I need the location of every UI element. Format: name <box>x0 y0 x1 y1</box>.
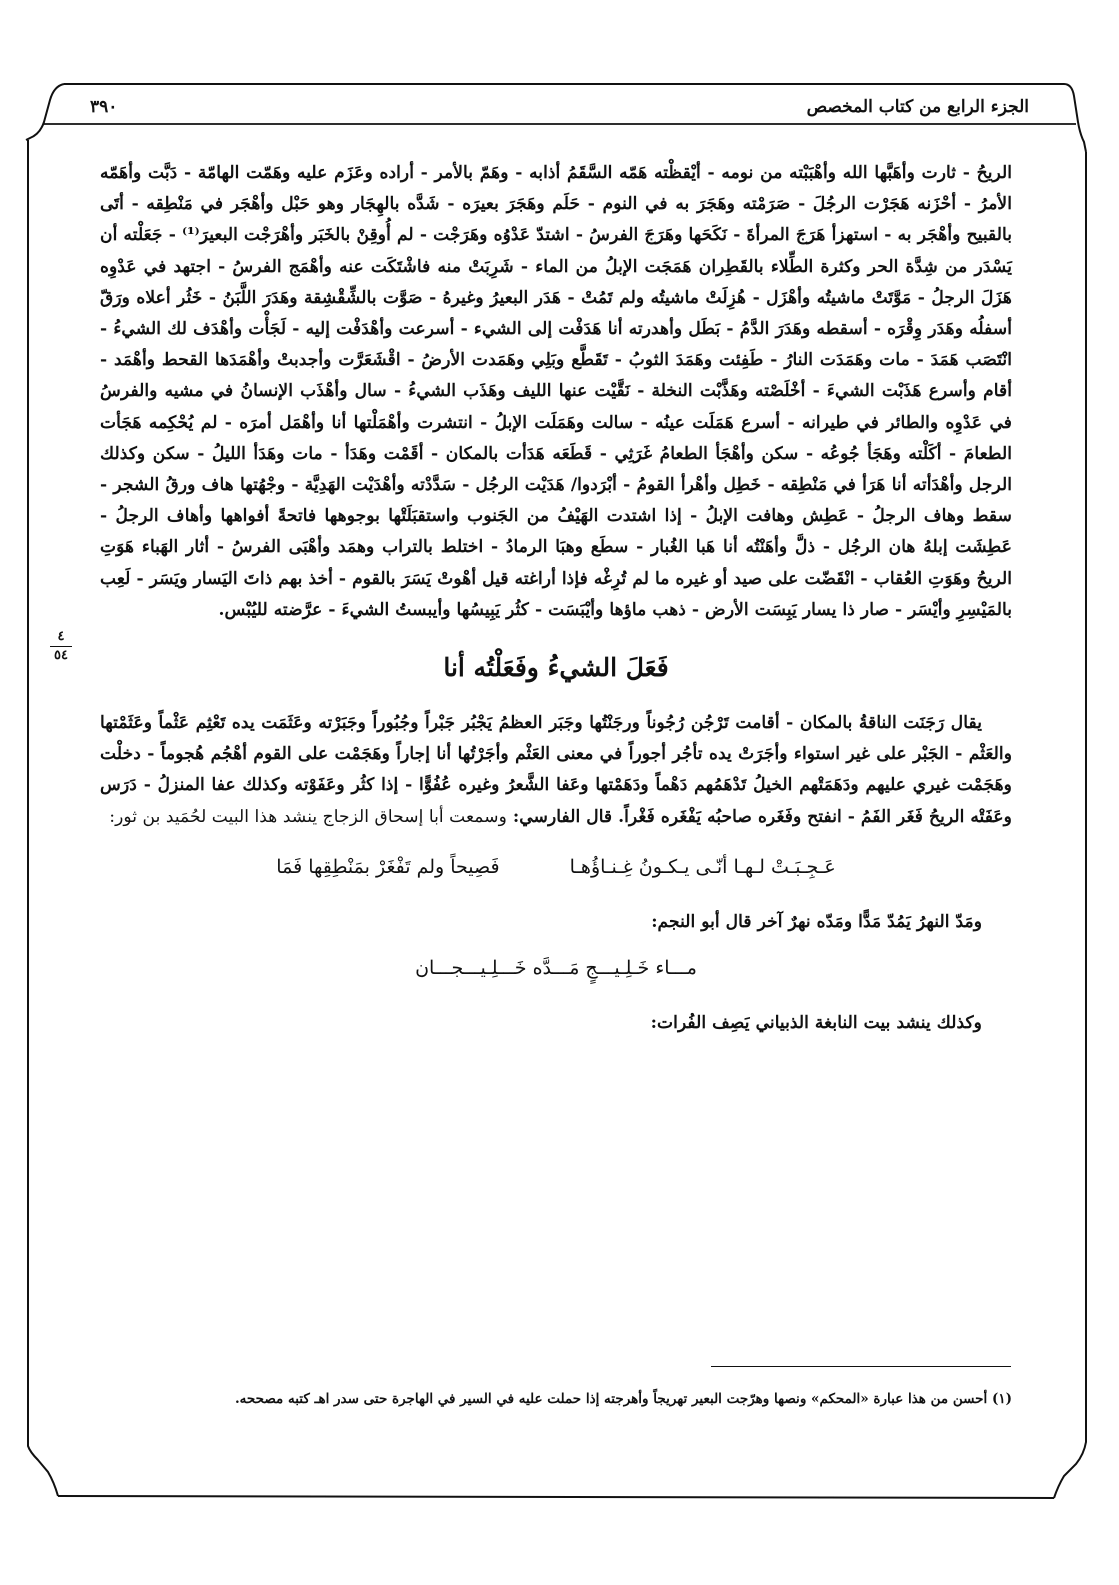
margin-ref-top: ٤ <box>57 629 65 644</box>
verse-1 <box>100 849 1012 885</box>
qaal-label: قال الفارسي: <box>512 806 613 827</box>
verse-2-text: مـــاء خَـلِـيـــجٍ مَـــدَّه خَـــلِـيـــجـــان <box>415 957 697 980</box>
page-number: ٣٩٠ <box>90 97 118 117</box>
verse-1-second-hemistich: فَصِيحاً ولم تَفْغَرْ بمَنْطِقِها فَمَا <box>276 855 500 878</box>
running-header <box>90 92 1029 122</box>
main-text <box>100 158 1012 1039</box>
margin-ref-bottom: ٥٤ <box>54 648 68 663</box>
paragraph-2 <box>100 708 1012 833</box>
paragraph-2-end: وسمعت أبا إسحاق الزجاج ينشد هذا البيت لحُمَيد بن ثور: <box>109 806 507 827</box>
footnote-divider <box>711 1366 1011 1367</box>
line-after-verse-2: وكذلك ينشد بيت النابغة الذبياني يَصِف الفُرات: <box>650 1013 982 1034</box>
line-after-verse-1: ومَدّ النهرُ يَمُدّ مَدًّا ومَدّه نهرٌ آخر قال أبو النجم: <box>651 911 982 932</box>
paragraph-2-text: يقال رَجَنَت الناقةُ بالمكان - أقامت تَرْجُن رُجُوناً ورجَنْتُها وجَبَر العظمُ يَجْبُر جَبْراً وجُبُوراً وجَبَرْته وعَثَمَت يده تَعْثِم عَثْماً وعَثَمْتها والعَثْم - الجَبْر على غير استواء وأجَرَتْ يده تأجُر أجوراً في معنى العَثْم وأجَرْتُها أنا إجاراً وهَجَمْت على القوم أهْجُم هُجوماً - دخلْت وهَجَمْت غيري عليهم ودَهَمَتْهم الخيلُ تَدْهَمُهم دَهْماً ودَهَمْتها وعَفا الشَّعرُ وغيره عُفُوًّا - إذا كثُر وعَفَوْته وكذلك عفا المنزلُ - دَرَس وعَفَتْه الريحُ فَغَر الفَمُ - انفتح وفَغَره صاحبُه يَفْغَره فَغْراً. <box>100 713 1012 827</box>
section-title: فَعَلَ الشيءُ وفَعَلْتُه أنا <box>443 653 669 683</box>
margin-ref-divider <box>50 646 72 647</box>
margin-reference <box>48 630 74 663</box>
verse-1-first-hemistich: عَـجِـبَـتْ لـهـا أنّـى يـكـونُ غِـنـاؤُهـا <box>569 855 836 878</box>
footnote: (١) أحسن من هذا عبارة «المحكم» ونصها وهرّجت البعير تهريجاً وأهرجته إذا حملت عليه في السير في الهاجرة حتى سدر اهـ كتبه مصححه. <box>234 1391 1012 1407</box>
verse-2 <box>100 950 1012 986</box>
header-title: الجزء الرابع من كتاب المخصص <box>806 97 1029 117</box>
paragraph-1: الريحُ - ثارت وأهَبَّها الله وأهْبَبْته من نومه - أيْقظْته هَمّه السَّقَمُ أذابه - وهَمّ بالأمر - أراده وعَزَم عليه وهَمّت الهامّة - دَبَّت وأهَمّه الأمرُ - أحْزَنه هَجَرْت الرجُلَ - صَرَمْته وهَجَرَ به في النوم - حَلَم وهَجَرَ بعيرَه - شَدَّه بالهِجَار وهو حَبْل وأهْجَر في مَنْطِقه - أتَى بالقبيح وأهْجَر به - استهزأ هَرَجَ المرأةَ - نَكَحَها وهَرَجَ الفرسُ - اشتدّ عَدْوُه وهَرَجْت - لم أُوقِنْ بالخَبَر وأهْرَجْت البعيرَ⁽¹⁾ - جَعَلْته أن يَسْدَر من شِدَّة الحر وكثرة الطِّلاء بالقَطِران هَمَجَت الإبلُ من الماء - شَرِبَتْ منه فاشْتَكَت عنه وأهْمَج الفرسُ - اجتهد في عَدْوِه هَزَلَ الرجلُ - مَوَّتَتْ ماشيتُه وأهْزَل - هُزِلَتْ ماشيتُه ولم تَمُتْ - هَدَر البعيرُ وغيرهُ - صَوَّت بالشِّقْشِقة وهَدَرَ اللَّبَنُ - خَثُر أعلاه ورَقّ أسفلُه وهَدَر وِقْرَه - أسقطه وهَدَرَ الدَّمُ - بَطَل وأهدرته أنا هَدَفْت إلى الشيء - أسرعت وأهْدَفْت إليه - لَجَأْت وأهْدَف لك الشيءُ - انْتَصَب هَمَدَ - مات وهَمَدَت النارُ - طَفِئت وهَمَدَ الثوبُ - تَقَطَّع وبَلِي وهَمَدت الأرضُ - اقْشَعَرَّت وأجدبتْ وأهْمَدَها القحط وأهْمَد - أقام وأسرع هَذَبْت الشيءَ - أخْلَصْته وهَذَّبْت النخلة - نَقَّيْت عنها الليف وهَذَب الشيءُ - سال وأهْذَب الإنسانُ في مشيه والفرسُ في عَدْوِه والطائر في طيرانه - أسرع هَمَلَت عينُه - سالت وهَمَلَت الإبلُ - انتشرت وأهْمَلْتها أنا وأهْمَل أمرَه - لم يُحْكِمه هَجَأت الطعامَ - أكَلْته وهَجَأ جُوعُه - سكن وأهْجَأ الطعامُ غَرَثِي - قَطَعَه هَدَأت بالمكان - أقَمْت وهَدَأ - مات وهَدَأ الليلُ - سكن وكذلك الرجل وأهْدَأته أنا هَرَأ في مَنْطِقه - خَطِل وأهْرأ القومُ - أبْرَدوا/ هَدَيْت الرجُل - سَدَّدْته وأهْدَيْت الهَدِيَّة - وجْهُتها هاف ورقُ الشجر - سقط وهاف الرجلُ - عَطِش وهافت الإبلُ - إذا اشتدت الهَيْفُ من الجَنوب واستقبَلَتْها بوجوهها فاتحةً أفواهها وأهاف الرجلُ - عَطِشَت إبلهُ هان الرجُل - ذلَّ وأهَنْتُه أنا هَبا الغُبار - سطَع وهبَا الرمادُ - اختلط بالتراب وهمَد وأهْبَى الفرسُ - أثار الهَباء هَوَتِ الريحُ وهَوَتِ العُقاب - انْقَضّت على صيد أو غيره ما لم تُرِغْه فإذا أراغته قيل أهْوتْ يَسَرَ بالقوم - أخذ بهم ذاتَ اليَسار ويَسَر - لَعِب بالمَيْسِرِ وأيْسَر - صار ذا يسار يَبِسَت الأرض - ذهب ماؤها وأيْبَسَت - كثُر يَبِيسُها وأيبستُ الشيءَ - عرَّضته لليُبْس. <box>100 163 1012 620</box>
